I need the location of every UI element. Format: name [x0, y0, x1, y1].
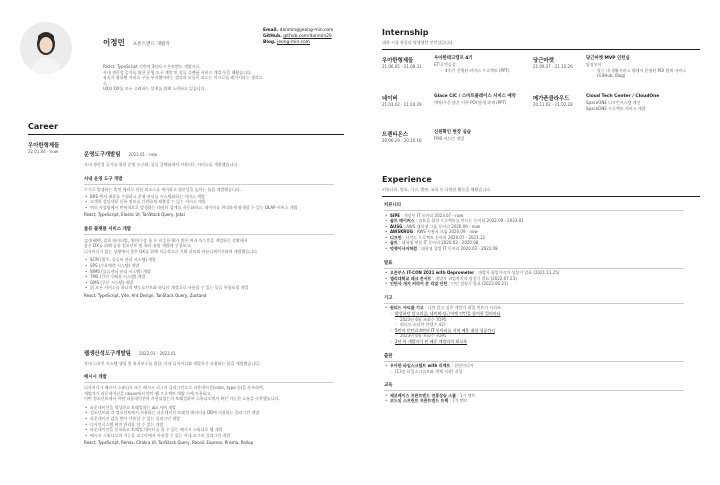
- list-item: • 여러 사업팀에서 반복적으로 발생하는 데이터 집계를 자동화하고, 데이터를 편리하게 탐색할 수 있는 OLAP 서비스 개발: [84, 205, 350, 211]
- project-stack: React, TypeScript, Vite, Ant Design, TanStack Query, Zustand: [84, 292, 207, 298]
- exp-sublist: [389, 317, 704, 328]
- list-item: • AWSKRUG : AWS 사용자 모임 2020.09 - now: [384, 229, 704, 235]
- intern-line: SpaceONE 디자인시스템 개선: [586, 100, 641, 105]
- project-divider: [84, 234, 334, 235]
- list-item: • 위 모든 서비스를 하나의 엔드포인트와 하나의 계정으로 사용할 수 있는 물류 통합포털 개발: [84, 285, 350, 291]
- intern-line: ET내 만들살: [434, 62, 456, 67]
- exp-section-divider: [384, 303, 684, 304]
- career-company: [28, 141, 59, 155]
- internship-subtitle: 대학 시절 학업과 병행했던 인턴십입니다.: [382, 40, 455, 45]
- intern-role: 우아한테크캠프 4기: [434, 56, 473, 61]
- project-desc-3: 어떤 컴포넌트에서 어떤 파운데이션이 사용되었는지 트래킹하여 스튜디오에서 확인 가능한 흐름을 구축했습니다.: [84, 396, 280, 402]
- intern-line: 당장모아: [586, 62, 602, 67]
- list-item: • 코드잇 스프린트 프론트엔드 트랙 : 7기 멘토: [384, 398, 704, 404]
- project-stack: React, TypeScript, Elastic UI, TanStack Query, Jotai: [84, 212, 185, 218]
- list-item: ◦ [13장 타입스크립트와 객체 지향] 작성: [384, 369, 704, 375]
- exp-section-divider: [384, 268, 684, 269]
- exp-list: [384, 393, 704, 404]
- intern-company: 우아한형제들: [382, 58, 414, 64]
- project-title: 배시시 개발: [84, 374, 107, 380]
- list-item: • 원티드 아티클 기고 : 나만 알고 싶은 개발자 취업 치트키 시리즈: [384, 305, 704, 311]
- experience-heading: Experience: [382, 175, 432, 184]
- list-item: • 인턴사 개지 커리어 콘 리얼 인턴 : 인턴 경험기 발표 (2023.06.21): [384, 281, 704, 287]
- list-item: • 솔트 메이커스 : 솔트을 위한 프로젝트를 만드는 동아리 2022.09 - 2023.01: [384, 218, 704, 224]
- list-item: • 엘리대학교 테크 콘서트 : 개발자 취업까지의 성장기 발표 (2022.07.23): [384, 276, 704, 282]
- intern-role: 당근마켓 MVP 인턴십: [586, 56, 630, 61]
- exp-section-title: 교육: [384, 383, 393, 389]
- intern-line: FMS 어드민 개발: [434, 136, 465, 141]
- list-item: • OMS (주문 시스템) 개발: [84, 280, 350, 286]
- intern-period: 21.09.27 - 21.12.26: [533, 64, 573, 69]
- intern-entry: [382, 130, 532, 144]
- article-link[interactable]: ◦ 발할하던 알고리즘, 네이버·당근마켓 인턴을 합격한 컬러비다: [384, 311, 704, 317]
- intern-line[interactable]: ◦ 당근 내 생활서비스 탭에서 운영된 POI 탐색 서비스 (GitHub, Blog): [586, 68, 701, 79]
- intro-line: 유지가 쉽다면 서비스 구를 부지했어야는 생각과 모듈이 코드는 마크로를 레가시라는 생각으로: [103, 75, 263, 86]
- intern-role: Glace CIC / 스마트플레이스 서비스 예약: [434, 94, 516, 99]
- intern-role: 신원확인 현장 실습: [434, 130, 471, 135]
- list-item: • 솝트 : 대학생 연합 IT 동아리 2020.03 - 2020.08: [384, 240, 704, 246]
- email-label: Email.: [263, 28, 279, 33]
- article-link[interactable]: ◦ 5번의 인턴과 4번의 IT 동아리를 거쳐 배운 취업 성공까지: [384, 328, 704, 334]
- github-link[interactable]: github.com/danmin20: [283, 34, 332, 39]
- exp-sublist: [384, 369, 704, 375]
- list-item: • 우아한 타입스크립트 with 리액트 : 한빛미디어: [384, 363, 704, 369]
- intern-period: 20.11.02 - 21.02.28: [533, 102, 573, 107]
- career-company-period: 22.01.04 - now: [28, 149, 59, 154]
- intro-line: 사내 생산성 증가를 위한 운영 도구 개발 및 물류 플랫폼 서비스 개발 등을 해왔습니다.: [103, 69, 253, 75]
- project-title: 물류 플랫폼 서비스 개발: [84, 227, 132, 233]
- list-item: • 컴포넌트와 각 컴포넌트에서 사용하는 파운데이션 트래킹 데이터를 DB에 저장하는 플러그인 개발: [84, 410, 350, 416]
- github-label: GitHub.: [263, 34, 282, 39]
- list-item: • SCM (발주, 물류비 관리 시스템) 개발: [84, 257, 350, 263]
- intern-entry: [533, 56, 703, 79]
- exp-section-title: 발표: [384, 260, 393, 266]
- profile-photo: [20, 22, 72, 74]
- intern-entry: [382, 56, 532, 73]
- career-company-name: 우아한형제들: [28, 143, 60, 149]
- exp-section-divider: [384, 361, 684, 362]
- list-item: • BRS 텍서 제휴를 수립하고 운영 관리를 시스템화하는 서비스 개발: [84, 194, 350, 200]
- experience-subtitle: 커뮤니티, 발표, 기고, 출판, 교육 등 다양한 활동을 해왔습니다.: [382, 187, 492, 192]
- profile-role: 프론트엔드 개발자: [132, 42, 170, 47]
- project-desc-3: 디자이너가 없는 상황에서 좋은 UX를 위해 적극적으로 기획 파트와 커뮤니케이션하며 개발했습니다.: [84, 248, 259, 254]
- team-name: 운영도구개발팀: [84, 152, 121, 158]
- list-item: ◦ 2023년 6월 조회수 TOP5: [389, 317, 704, 323]
- team-name: 웹생산성도구개발팀: [84, 351, 131, 357]
- exp-section-divider: [384, 210, 684, 211]
- exp-section-title: 기고: [384, 295, 393, 301]
- intern-period: 21.06.05 - 21.08.31: [382, 64, 422, 69]
- exp-section-title: 커뮤니티: [384, 203, 401, 208]
- internship-heading: Internship: [382, 28, 429, 37]
- list-item: • 파운데이션 값을 받아 사용할 수 있는 플러그인 개발: [84, 416, 350, 422]
- career-divider: [28, 134, 344, 135]
- project-desc: 검색 혜택, 결과 데이터별, 생산/수송 품 등 비슷한 UI가 많은 여러 어드민을 개발하는 상황에서: [84, 237, 248, 243]
- intern-period: 21.03.02 - 21.04.29: [382, 102, 422, 107]
- intern-period: 20.06.29 - 20.10.16: [382, 138, 422, 143]
- exp-section-divider: [384, 390, 684, 391]
- project-title: 사내 운영 도구 개발: [84, 176, 123, 182]
- list-item: • 오픈부스 IT-CON 2021 with Deprometer : 개발자 취업까지의 성장기 발표 (2021.11.25): [384, 270, 704, 276]
- exp-section-title: 출판: [384, 353, 393, 359]
- project-items: [84, 405, 350, 439]
- intern-entry: [533, 94, 703, 111]
- project-stack: React, TypeScript, Remix, Chakra UI, TanStack Query, Recoil, Express, Prisma, Rollup: [84, 440, 254, 446]
- intern-company: 트렌티온스: [382, 132, 409, 138]
- list-item: ◦ 원티드 커리어 콘텐츠 4위: [389, 322, 704, 328]
- list-item: • 고객의 상담내용 등록 정보를 간편하게 제출할 수 있는 서비스 개발: [84, 199, 350, 205]
- profile-name-row: [103, 30, 170, 49]
- list-item: • 파운데이션을 생성하고 트래킹하는 api 서버 개발: [84, 405, 350, 411]
- list-item: • SIPE : 직장인 IT 동아리 2023.07 - now: [384, 213, 704, 219]
- blog-label: Blog.: [263, 40, 276, 45]
- contact-block: [263, 28, 359, 46]
- list-item: • TMS (간선 수배송 시스템) 개발: [84, 274, 350, 280]
- exp-list: [384, 270, 704, 287]
- list-item: • 디자인시스템 버전 관리를 할 수 있는 개발: [84, 422, 350, 428]
- profile-intro: [103, 64, 263, 92]
- blog-link[interactable]: jeong-min.com: [277, 40, 310, 45]
- intern-entry: [382, 94, 532, 108]
- profile-photo-icon: [20, 22, 72, 74]
- intern-line[interactable]: ◦ 4주간 진행된 커머스 프로젝트 (PPT): [434, 68, 534, 74]
- list-item: • AUSG : AWS 대학생 그룹 동아리 2020.09 - now: [384, 224, 704, 230]
- exp-sublist: [384, 339, 704, 345]
- intro-line: React, TypeScript 기반의 3년차 프론트엔드 개발자로,: [103, 64, 201, 69]
- article-link[interactable]: ◦ 2년 차 개발자가 된 배운 개발자의 회고록: [384, 339, 704, 345]
- intern-company: 네이버: [382, 96, 398, 102]
- experience-divider: [382, 196, 700, 197]
- project-divider: [84, 184, 334, 185]
- team-desc: 사내 디자인 시스템 생성 및 유지보수를 위한, 사내 디자이너와 개발자가 사용하는 툴을 개발했습니다.: [84, 361, 261, 366]
- intern-line: SpaceONE 프로젝트 서비스 개발: [586, 105, 646, 111]
- intern-line[interactable]: 예약/주문 방문 이력 POI 탐색 과제 (PPT): [434, 100, 507, 105]
- list-item: ◦ 2023년 6월 조회수 TOP5: [389, 333, 704, 339]
- project-divider: [84, 382, 334, 383]
- profile-name: 이정민: [103, 38, 125, 47]
- project-desc: 수기로 발생하는 휴먼 에러로 인한 리소스를 제거하고 생산성을 높이는 툴을 개발했습니다.: [84, 187, 241, 193]
- intern-role: Cloud Tech Center / CloudOne: [586, 94, 660, 99]
- intro-line: UX와 DX를 모두 고려하는 설계를 위해 노력하고 있습니다.: [103, 86, 206, 92]
- team-period: 2023.01 - now: [128, 152, 158, 157]
- career-team-1: [84, 141, 350, 299]
- project-desc-2: 개발자가 파운데이션을 nexus에서 받아 웹 프로젝트 개발 시에 사용하고,: [84, 390, 212, 396]
- experience-sections: [384, 203, 704, 404]
- list-item: • 멋쟁이사자처럼 : 대학생 창업 IT 동아리 2020.03 - 2022.08: [384, 246, 704, 252]
- career-heading: Career: [28, 122, 59, 131]
- list-item: • 파운데이션을 등록하고 트래킹 데이터를 볼 수 있는 배시시 스튜디오 웹 개발: [84, 427, 350, 433]
- list-item: • WMS (물류센터 관리 시스템) 개발: [84, 269, 350, 275]
- intern-company: 메가존클라우드: [533, 96, 570, 102]
- exp-list: [384, 213, 704, 252]
- career-team-2: [84, 340, 350, 446]
- list-item: • 디프만 : 사이드 프로젝트 동아리 2020.07 - 2021.12: [384, 235, 704, 241]
- intern-company: 당근마켓: [533, 58, 554, 64]
- email-link[interactable]: danmin@jeong-min.com: [279, 28, 334, 33]
- internship-divider: [382, 49, 700, 50]
- project-items: [84, 257, 350, 291]
- list-item: • 제로베이스 프론트엔드 연봉상승 스쿨 : 1기 멘토: [384, 393, 704, 399]
- list-item: • 배시시 스튜디오의 기능을 피그마에서 사용할 수 있는 사내 피그마 플러그인 개발: [84, 433, 350, 439]
- resume-page-left-right: [360, 0, 720, 485]
- list-item: • SPS (수요예측 시스템) 개발: [84, 263, 350, 269]
- project-desc-2: 좋은 DX를 위해 공통 컴포넌트 및 훅과 유틸 개발에 신경쓰고,: [84, 243, 192, 249]
- project-desc: 디자이너가 배시시 스튜디오 또는 배시시 피그마 플러그인으로 파운데이션(color, typo 등)을 등록하면,: [84, 385, 265, 391]
- team-period: 2022.01 - 2023.01: [138, 351, 177, 356]
- team-desc: 사내 생산성 증가를 위한 운영 도구와, 물류 플랫폼에서 사용되는 서비스를 개발했습니다.: [84, 162, 239, 167]
- project-items: [84, 194, 350, 211]
